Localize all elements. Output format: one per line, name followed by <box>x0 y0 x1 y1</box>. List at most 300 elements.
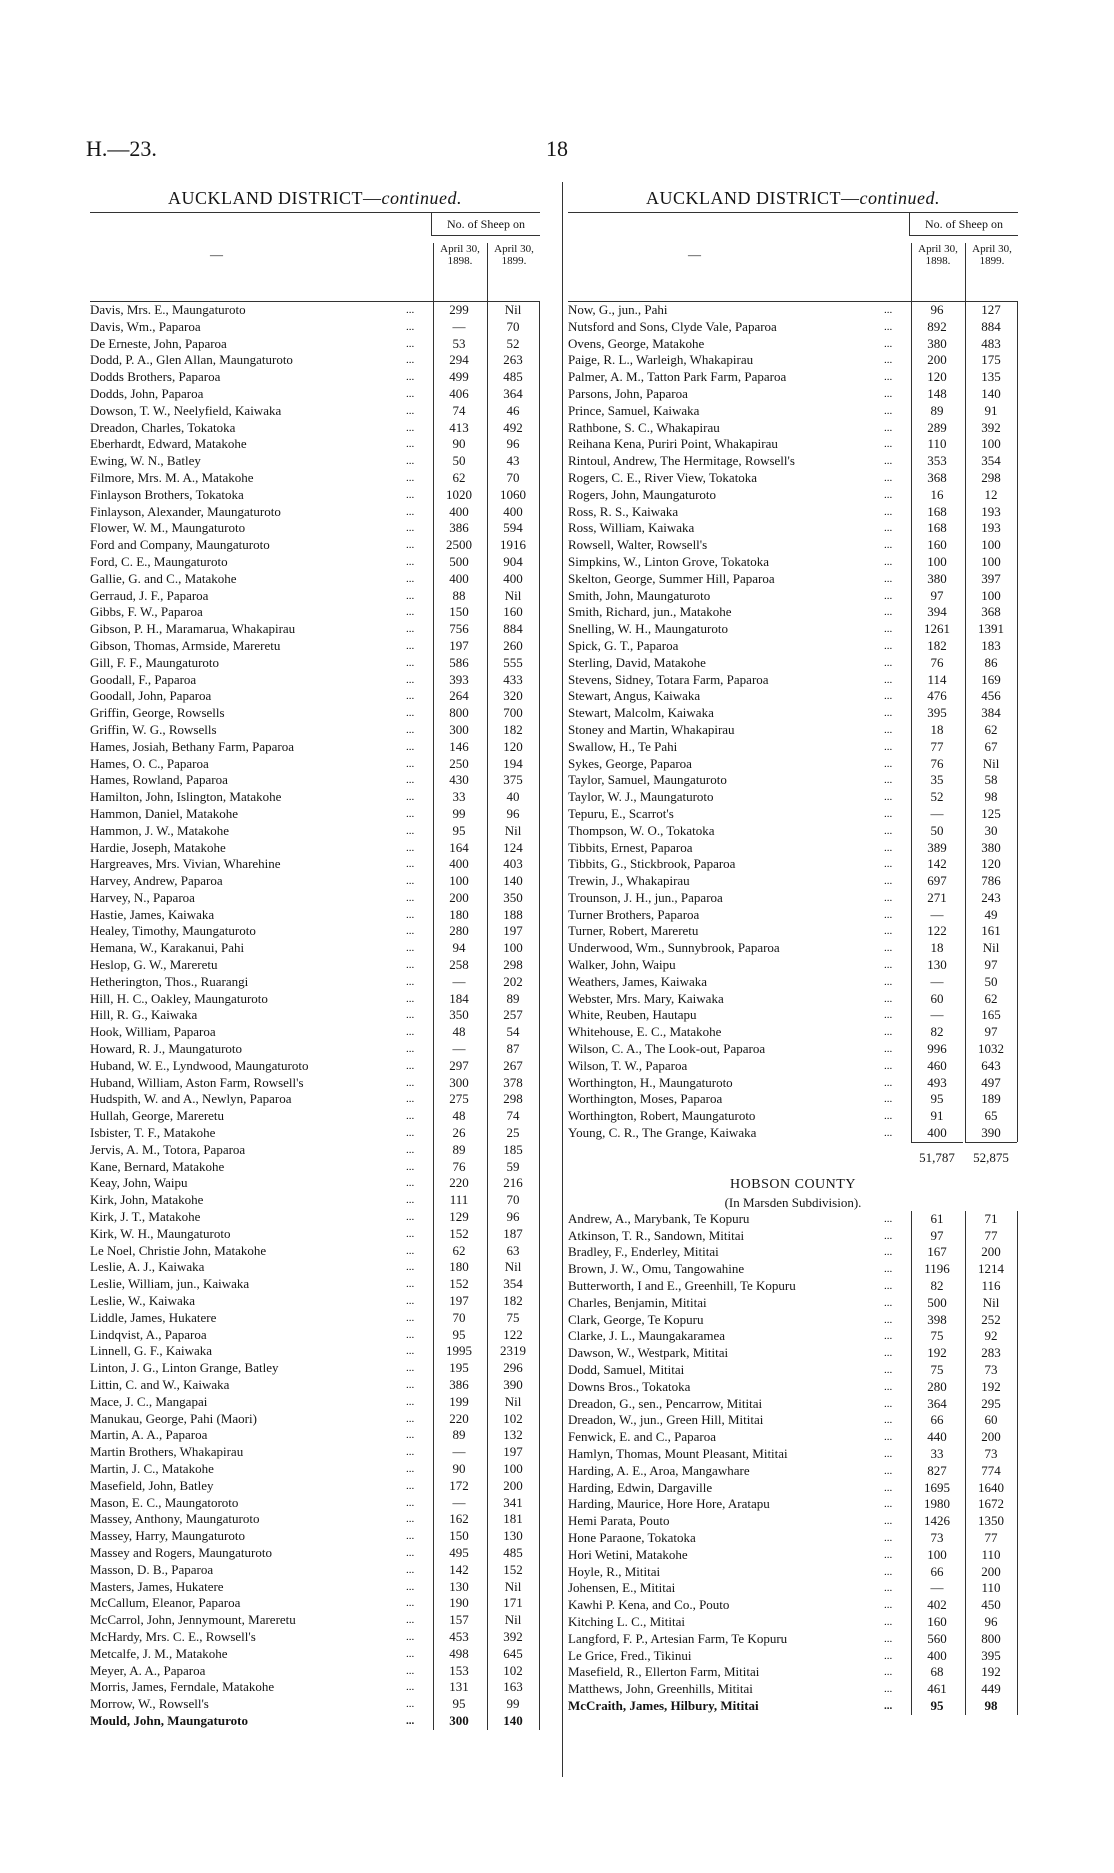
sheep-1898: 289 <box>927 419 947 435</box>
table-row <box>568 655 1018 672</box>
owner-name: Hoyle, R., Mititai <box>568 1563 661 1579</box>
sheep-1899: 124 <box>503 839 523 855</box>
sheep-1899: 433 <box>503 671 523 687</box>
leader-dots: ... <box>884 623 893 636</box>
leader-dots: ... <box>884 1364 893 1377</box>
leader-dots: ... <box>406 1479 415 1492</box>
sheep-1899: 100 <box>503 1460 523 1476</box>
sheep-1898: 430 <box>449 772 469 788</box>
owner-name: Morrow, W., Rowsell's <box>90 1696 209 1712</box>
owner-name: Le Noel, Christie John, Matakohe <box>90 1242 267 1258</box>
sheep-1899: 403 <box>503 856 523 872</box>
leader-dots: ... <box>406 1446 415 1459</box>
leader-dots: ... <box>406 1244 415 1257</box>
owner-name: Heslop, G. W., Mareretu <box>90 957 218 973</box>
owner-name: De Erneste, John, Paparoa <box>90 335 227 351</box>
leader-dots: ... <box>884 690 893 703</box>
sheep-1899: 25 <box>506 1125 520 1141</box>
table-row <box>90 1528 540 1545</box>
table-row <box>90 302 540 319</box>
owner-name: Finlayson Brothers, Tokatoka <box>90 486 244 502</box>
leader-dots: ... <box>884 1330 893 1343</box>
sheep-1898: 77 <box>930 738 944 754</box>
sheep-1899: 216 <box>503 1175 523 1191</box>
total-1899: 52,875 <box>965 1142 1017 1173</box>
owner-name: Dowson, T. W., Neelyfield, Kaiwaka <box>90 402 282 418</box>
sheep-1899: 65 <box>984 1108 998 1124</box>
sheep-1899: 100 <box>981 537 1001 553</box>
leader-dots: ... <box>406 875 415 888</box>
owner-name: Smith, Richard, jun., Matakohe <box>568 604 732 620</box>
owner-name: Hames, Rowland, Paparoa <box>90 772 228 788</box>
leader-dots: ... <box>884 1531 893 1544</box>
leader-dots: ... <box>884 1280 893 1293</box>
sheep-1899: 341 <box>503 1494 523 1510</box>
sheep-1899: 320 <box>503 688 523 704</box>
leader-dots: ... <box>406 421 415 434</box>
table-row <box>568 1362 1018 1379</box>
owner-name: Harvey, N., Paparoa <box>90 889 195 905</box>
table-row <box>568 1631 1018 1648</box>
leader-dots: ... <box>884 959 893 972</box>
table-row <box>568 1463 1018 1480</box>
owner-name: Bradley, F., Enderley, Mititai <box>568 1244 719 1260</box>
sheep-1899: 380 <box>981 839 1001 855</box>
sheep-1898: 996 <box>927 1041 947 1057</box>
owner-name: Reihana Kena, Puriri Point, Whakapirau <box>568 436 778 452</box>
leader-dots: ... <box>406 505 415 518</box>
leader-dots: ... <box>884 1347 893 1360</box>
owner-name: Liddle, James, Hukatere <box>90 1309 217 1325</box>
leader-dots: ... <box>884 304 893 316</box>
owner-name: Ross, R. S., Kaiwaka <box>568 503 679 519</box>
sheep-1899: 75 <box>506 1309 520 1325</box>
owner-name: Charles, Benjamin, Mititai <box>568 1294 707 1310</box>
title-italic: continued. <box>381 188 462 208</box>
sheep-1899: 197 <box>503 923 523 939</box>
title-main: AUCKLAND DISTRICT— <box>646 188 860 208</box>
leader-dots: ... <box>406 1580 415 1593</box>
sheep-1899: 96 <box>506 1209 520 1225</box>
owner-name: Hudspith, W. and A., Newlyn, Paparoa <box>90 1091 292 1107</box>
sheep-1898: 82 <box>930 1278 944 1294</box>
sheep-1899: 392 <box>503 1628 523 1644</box>
sheep-1899: 59 <box>506 1158 520 1174</box>
leader-dots: ... <box>406 1311 415 1324</box>
owner-name: Massey and Rogers, Maungaturoto <box>90 1544 272 1560</box>
sheep-1899: 257 <box>503 1007 523 1023</box>
sheep-1898: 461 <box>927 1681 947 1697</box>
leader-dots: ... <box>406 320 415 333</box>
table-row <box>568 806 1018 823</box>
table-row <box>568 302 1018 319</box>
table-row <box>568 1698 1018 1715</box>
column-rule <box>539 302 540 1730</box>
owner-name: Kawhi P. Kena, and Co., Pouto <box>568 1597 730 1613</box>
table-row <box>568 1075 1018 1092</box>
leader-dots: ... <box>406 656 415 669</box>
table-row <box>90 436 540 453</box>
owner-name: Kirk, John, Matakohe <box>90 1192 204 1208</box>
leader-dots: ... <box>884 1615 893 1628</box>
leader-dots: ... <box>884 1043 893 1056</box>
sheep-1898: — <box>930 805 944 821</box>
owner-name: Downs Bros., Tokatoka <box>568 1378 691 1394</box>
owner-name: Dodd, P. A., Glen Allan, Maungaturoto <box>90 352 293 368</box>
sheep-1898: 18 <box>930 940 944 956</box>
leader-dots: ... <box>406 304 415 316</box>
leader-dots: ... <box>406 1227 415 1240</box>
owner-name: Thompson, W. O., Tokatoka <box>568 822 715 838</box>
leader-dots: ... <box>884 639 893 652</box>
owner-name: Atkinson, T. R., Sandown, Mititai <box>568 1227 745 1243</box>
column-header-1898: April 30, 1898. <box>433 243 486 301</box>
table-row <box>90 504 540 521</box>
table-row <box>568 1024 1018 1041</box>
sheep-1898: 1426 <box>924 1513 950 1529</box>
leader-dots: ... <box>406 1429 415 1442</box>
table-row <box>568 1580 1018 1597</box>
leader-dots: ... <box>884 1599 893 1612</box>
sheep-1898: 167 <box>927 1244 947 1260</box>
sheep-1898: 380 <box>927 335 947 351</box>
owner-name: Smith, John, Maungaturoto <box>568 587 711 603</box>
sheep-1898: 152 <box>449 1225 469 1241</box>
sheep-1899: 73 <box>984 1362 998 1378</box>
sheep-1899: 77 <box>984 1227 998 1243</box>
owner-name: Brown, J. W., Omu, Tangowahine <box>568 1261 745 1277</box>
leader-dots: ... <box>884 488 893 501</box>
table-row <box>90 1679 540 1696</box>
sheep-1899: 89 <box>506 990 520 1006</box>
table-row <box>568 1091 1018 1108</box>
table-row <box>90 520 540 537</box>
owner-name: Matthews, John, Greenhills, Mititai <box>568 1681 753 1697</box>
sheep-1899: 800 <box>981 1630 1001 1646</box>
table-row <box>90 1259 540 1276</box>
leader-dots: ... <box>406 1546 415 1559</box>
owner-name: Walker, John, Waipu <box>568 957 676 973</box>
right-table-body <box>568 302 1018 1142</box>
sheep-1898: 33 <box>452 789 466 805</box>
sheep-1898: 495 <box>449 1544 469 1560</box>
sheep-1898: 94 <box>452 940 466 956</box>
leader-dots: ... <box>884 1093 893 1106</box>
table-row <box>90 957 540 974</box>
table-row <box>568 1278 1018 1295</box>
leader-dots: ... <box>406 1664 415 1677</box>
owner-name: Gibson, P. H., Maramarua, Whakapirau <box>90 621 296 637</box>
leader-dots: ... <box>884 656 893 669</box>
sheep-1898: 220 <box>449 1175 469 1191</box>
leader-dots: ... <box>406 1563 415 1576</box>
leader-dots: ... <box>406 1194 415 1207</box>
owner-name: McCarrol, John, Jennymount, Mareretu <box>90 1612 296 1628</box>
sheep-1899: 364 <box>503 385 523 401</box>
sheep-1899: 1060 <box>500 486 526 502</box>
sheep-1898: 95 <box>930 1091 944 1107</box>
table-row <box>90 873 540 890</box>
table-row <box>90 655 540 672</box>
table-row <box>90 1360 540 1377</box>
table-row <box>90 1394 540 1411</box>
table-row <box>90 1209 540 1226</box>
table-row <box>568 1412 1018 1429</box>
leader-dots: ... <box>884 387 893 400</box>
sheep-1899: 492 <box>503 419 523 435</box>
owner-name: Griffin, W. G., Rowsells <box>90 721 217 737</box>
owner-name: Dodds, John, Paparoa <box>90 385 204 401</box>
leader-dots: ... <box>884 891 893 904</box>
title-main: AUCKLAND DISTRICT— <box>168 188 382 208</box>
owner-name: Dodd, Samuel, Mititai <box>568 1362 685 1378</box>
sheep-1899: 122 <box>503 1326 523 1342</box>
sheep-1898: 297 <box>449 1057 469 1073</box>
owner-name: Hamilton, John, Islington, Matakohe <box>90 789 282 805</box>
table-row <box>568 1041 1018 1058</box>
owner-name: Kane, Bernard, Matakohe <box>90 1158 225 1174</box>
sheep-1898: 110 <box>927 436 947 452</box>
leader-dots: ... <box>884 858 893 871</box>
sheep-1898: 394 <box>927 604 947 620</box>
leader-dots: ... <box>884 404 893 417</box>
sheep-1899: 60 <box>984 1412 998 1428</box>
sheep-1899: 267 <box>503 1057 523 1073</box>
owner-name: Hames, Josiah, Bethany Farm, Paparoa <box>90 738 294 754</box>
table-row <box>90 1175 540 1192</box>
owner-name: Massey, Anthony, Maungaturoto <box>90 1511 260 1527</box>
owner-name: Finlayson, Alexander, Maungaturoto <box>90 503 281 519</box>
table-row <box>90 1461 540 1478</box>
leader-dots: ... <box>884 1565 893 1578</box>
sheep-1899: 555 <box>503 654 523 670</box>
sheep-1898: 89 <box>452 1141 466 1157</box>
owner-name: Dreadon, W., jun., Green Hill, Mititai <box>568 1412 764 1428</box>
owner-name: Linnell, G. F., Kaiwaka <box>90 1343 213 1359</box>
sheep-1898: — <box>930 1007 944 1023</box>
leader-dots: ... <box>884 1683 893 1696</box>
table-row <box>90 1142 540 1159</box>
table-row <box>568 604 1018 621</box>
sheep-1898: 192 <box>927 1345 947 1361</box>
sheep-1899: 202 <box>503 973 523 989</box>
sheep-1899: 91 <box>984 402 998 418</box>
sheep-1898: 95 <box>452 1696 466 1712</box>
table-row <box>90 907 540 924</box>
sheep-1899: 188 <box>503 906 523 922</box>
sheep-1899: 175 <box>981 352 1001 368</box>
owner-name: Skelton, George, Summer Hill, Paparoa <box>568 570 775 586</box>
sheep-1899: 193 <box>981 503 1001 519</box>
leader-dots: ... <box>884 1515 893 1528</box>
owner-name: Lindqvist, A., Paparoa <box>90 1326 207 1342</box>
sheep-1898: 275 <box>449 1091 469 1107</box>
owner-name: Huband, William, Aston Farm, Rowsell's <box>90 1074 304 1090</box>
sheep-1899: 243 <box>981 889 1001 905</box>
table-row <box>90 1595 540 1612</box>
leader-dots: ... <box>884 791 893 804</box>
sheep-1898: 299 <box>449 302 469 317</box>
sheep-1899: 1032 <box>978 1041 1004 1057</box>
sheep-1899: 378 <box>503 1074 523 1090</box>
sheep-1898: 400 <box>927 1647 947 1663</box>
sheep-1898: 50 <box>930 822 944 838</box>
leader-dots: ... <box>884 572 893 585</box>
owner-name: Le Grice, Fred., Tikinui <box>568 1647 692 1663</box>
column-divider <box>562 182 563 1777</box>
sheep-1898: 300 <box>449 1712 469 1728</box>
sheep-1898: 26 <box>452 1125 466 1141</box>
table-row <box>568 1564 1018 1581</box>
table-row <box>90 1058 540 1075</box>
leader-dots: ... <box>406 371 415 384</box>
sheep-1898: — <box>930 973 944 989</box>
table-row <box>568 436 1018 453</box>
leader-dots: ... <box>884 1212 893 1225</box>
leader-dots: ... <box>406 824 415 837</box>
sheep-1899: 449 <box>981 1681 1001 1697</box>
sheep-1899: 110 <box>981 1580 1001 1596</box>
sheep-1898: 96 <box>930 302 944 317</box>
sheep-1898: 150 <box>449 604 469 620</box>
owner-name: Gallie, G. and C., Matakohe <box>90 570 237 586</box>
table-row <box>90 1293 540 1310</box>
sheep-1898: 195 <box>449 1360 469 1376</box>
sheep-1899: 43 <box>506 453 520 469</box>
table-row <box>90 705 540 722</box>
owner-name: Hook, William, Paparoa <box>90 1024 216 1040</box>
table-row <box>568 705 1018 722</box>
table-row <box>568 1396 1018 1413</box>
sheep-1898: 395 <box>927 705 947 721</box>
table-row <box>90 1159 540 1176</box>
table-row <box>90 823 540 840</box>
leader-dots: ... <box>884 1649 893 1662</box>
owner-name: Fenwick, E. and C., Paparoa <box>568 1429 717 1445</box>
leader-dots: ... <box>406 1143 415 1156</box>
sheep-1899: Nil <box>504 1612 522 1628</box>
leader-dots: ... <box>884 740 893 753</box>
owner-name: Parsons, John, Paparoa <box>568 385 688 401</box>
table-row <box>568 1597 1018 1614</box>
sheep-1898: — <box>452 973 466 989</box>
sheep-1898: 114 <box>927 671 947 687</box>
name-column-header: — <box>210 247 223 262</box>
table-row <box>568 789 1018 806</box>
owner-name: Martin, A. A., Paparoa <box>90 1427 208 1443</box>
sheep-1899: 96 <box>506 436 520 452</box>
leader-dots: ... <box>406 975 415 988</box>
sheep-1899: 70 <box>506 469 520 485</box>
sheep-1898: 892 <box>927 318 947 334</box>
sheep-1898: 75 <box>930 1328 944 1344</box>
sheep-1899: 77 <box>984 1529 998 1545</box>
table-row <box>568 369 1018 386</box>
table-row <box>568 856 1018 873</box>
sheep-1899: 52 <box>506 335 520 351</box>
table-row <box>568 739 1018 756</box>
table-row <box>90 739 540 756</box>
leader-dots: ... <box>406 1345 415 1358</box>
leader-dots: ... <box>406 1496 415 1509</box>
leader-dots: ... <box>884 354 893 367</box>
owner-name: McHardy, Mrs. C. E., Rowsell's <box>90 1628 256 1644</box>
hobson-county-subheading: (In Marsden Subdivision). <box>724 1194 862 1210</box>
sheep-1899: 110 <box>981 1546 1001 1562</box>
sheep-1899: 368 <box>981 604 1001 620</box>
owner-name: Clarke, J. L., Maungakaramea <box>568 1328 726 1344</box>
column-rule <box>433 302 434 1730</box>
sheep-1899: 12 <box>984 486 998 502</box>
leader-dots: ... <box>884 1263 893 1276</box>
sheep-1899: 1916 <box>500 537 526 553</box>
total-row <box>568 1142 1018 1172</box>
sheep-1899: 98 <box>984 1697 998 1713</box>
column-rule <box>965 302 966 1142</box>
owner-name: Young, C. R., The Grange, Kaiwaka <box>568 1125 757 1141</box>
sheep-1899: 116 <box>981 1278 1001 1294</box>
sheep-1898: 1261 <box>924 621 950 637</box>
owner-name: Gill, F. F., Maungaturoto <box>90 654 220 670</box>
leader-dots: ... <box>406 438 415 451</box>
owner-name: Tibbits, G., Stickbrook, Paparoa <box>568 856 736 872</box>
sheep-1899: 397 <box>981 570 1001 586</box>
sheep-1898: 95 <box>930 1697 944 1713</box>
owner-name: Trewin, J., Whakapirau <box>568 873 690 889</box>
owner-name: Dodds Brothers, Paparoa <box>90 369 221 385</box>
left-column <box>90 184 540 1730</box>
leader-dots: ... <box>884 606 893 619</box>
owner-name: Hullah, George, Mareretu <box>90 1108 225 1124</box>
table-row <box>90 319 540 336</box>
leader-dots: ... <box>884 421 893 434</box>
table-row <box>90 1612 540 1629</box>
owner-name: Martin Brothers, Whakapirau <box>90 1444 244 1460</box>
owner-name: Snelling, W. H., Maungaturoto <box>568 621 728 637</box>
sheep-1899: Nil <box>504 587 522 603</box>
owner-name: Harding, Edwin, Dargaville <box>568 1479 713 1495</box>
owner-name: Stewart, Malcolm, Kaiwaka <box>568 705 714 721</box>
owner-name: Taylor, Samuel, Maungaturoto <box>568 772 727 788</box>
sheep-1899: 98 <box>984 789 998 805</box>
sheep-1898: 2500 <box>446 537 472 553</box>
table-row <box>568 840 1018 857</box>
leader-dots: ... <box>884 757 893 770</box>
sheep-1898: 264 <box>449 688 469 704</box>
leader-dots: ... <box>406 992 415 1005</box>
sheep-1899: 2319 <box>500 1343 526 1359</box>
sheep-1898: 476 <box>927 688 947 704</box>
table-row <box>90 470 540 487</box>
table-row <box>568 319 1018 336</box>
table-row <box>90 1495 540 1512</box>
sheep-1899: 884 <box>503 621 523 637</box>
sheep-1898: 142 <box>927 856 947 872</box>
sheep-1898: 168 <box>927 520 947 536</box>
sheep-1898: 380 <box>927 570 947 586</box>
sheep-1899: 283 <box>981 1345 1001 1361</box>
table-row <box>568 403 1018 420</box>
sheep-1898: 76 <box>452 1158 466 1174</box>
owner-name: Rintoul, Andrew, The Hermitage, Rowsell's <box>568 453 795 469</box>
sheep-1899: 86 <box>984 654 998 670</box>
column-rule <box>1017 302 1018 1142</box>
table-row <box>568 957 1018 974</box>
sheep-1899: 135 <box>981 369 1001 385</box>
table-row <box>568 386 1018 403</box>
leader-dots: ... <box>406 707 415 720</box>
table-row <box>568 1446 1018 1463</box>
